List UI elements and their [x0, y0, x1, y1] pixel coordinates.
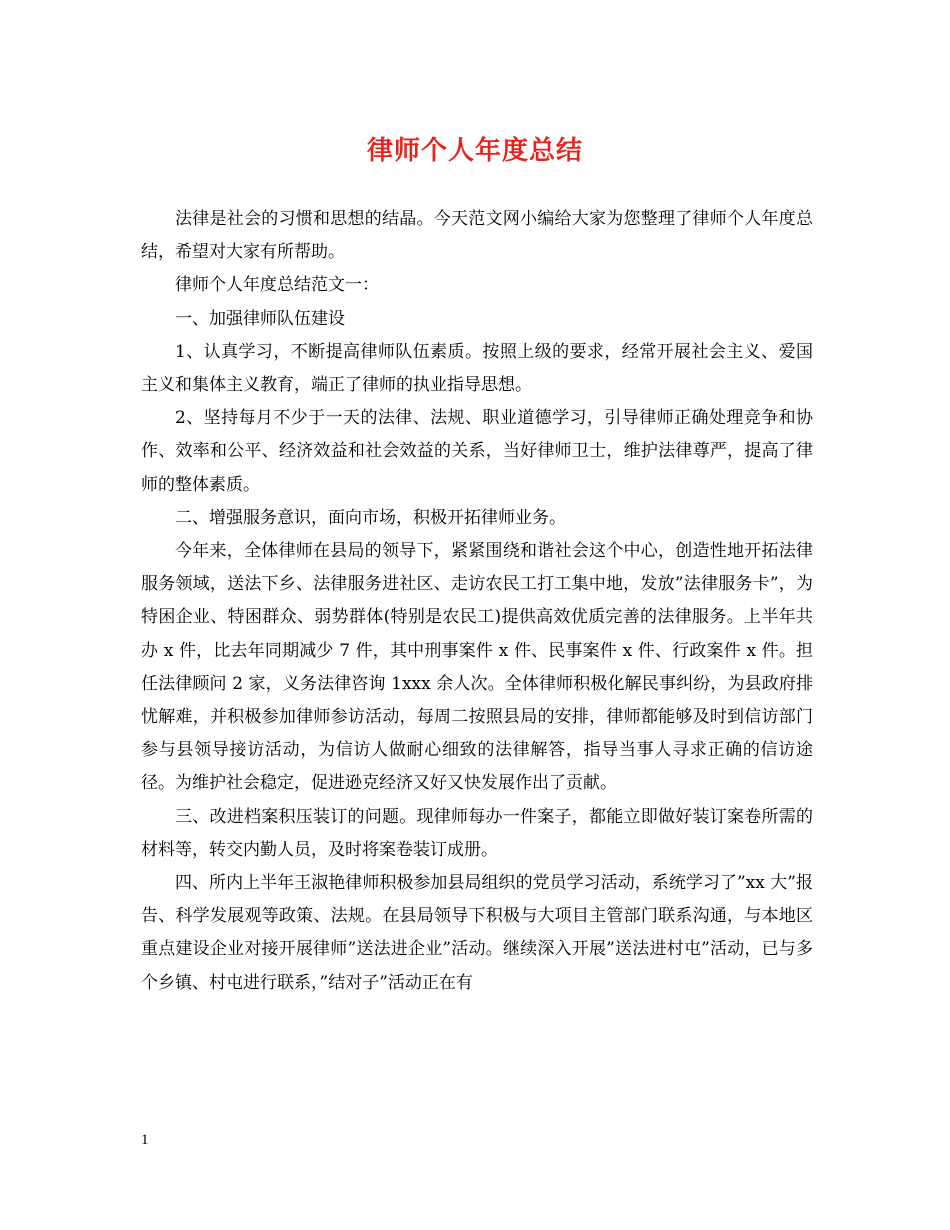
paragraph-sample-heading: 律师个人年度总结范文一：	[175, 275, 379, 296]
paragraph-section-2-body: 今年来，全体律师在县局的领导下，紧紧围绕和谐社会这个中心，创造性地开拓法律服务领域，送法下乡、法律服务进社区、走访农民工打工集中地，发放”法律服务卡”，为特困企业、特困群众、弱势群体(特别是农民工)提供高效优质完善的法律服务。上半年共办 x 件，比去年同期减少 7 件，其中刑事案件 x 件、民事案件 x 件、行政案件 x 件。担任法律顾问 2 家，义务法律咨询 1xxx 余人次。全体律师积极化解民事纠纷，为县政府排忧解难，并积极参加律师参访活动，每周二按照县局的安排，律师都能够及时到信访部门参与县领导接访活动，为信访人做耐心细致的法律解答，指导当事人寻求正确的信访途径。为维护社会稳定，促进逊克经济又好又快发展作出了贡献。	[141, 541, 813, 794]
paragraph-section-3: 三、改进档案积压装订的问题。现律师每办一件案子，都能立即做好装订案卷所需的材料等，转交内勤人员，及时将案卷装订成册。	[141, 806, 813, 860]
document-title: 律师个人年度总结	[366, 136, 583, 166]
paragraph-section-1-item-2: 2、坚持每月不少于一天的法律、法规、职业道德学习，引导律师正确处理竞争和协作、效率和公平、经济效益和社会效益的关系，当好律师卫士，维护法律尊严，提高了律师的整体素质。	[141, 408, 813, 495]
document-body	[141, 203, 813, 1000]
paragraph-section-4: 四、所内上半年王淑艳律师积极参加县局组织的党员学习活动，系统学习了”xx 大”报告、科学发展观等政策、法规。在县局领导下积极与大项目主管部门联系沟通，与本地区重点建设企业对接开展律师”送法进企业”活动。继续深入开展”送法进村屯”活动，已与多个乡镇、村屯进行联系，”结对子”活动正在有	[141, 873, 813, 993]
page-number: 1	[141, 1132, 149, 1148]
paragraph-intro: 法律是社会的习惯和思想的结晶。今天范文网小编给大家为您整理了律师个人年度总结，希望对大家有所帮助。	[141, 209, 813, 263]
paragraph-section-1-item-1: 1、认真学习，不断提高律师队伍素质。按照上级的要求，经常开展社会主义、爱国主义和集体主义教育，端正了律师的执业指导思想。	[141, 341, 813, 396]
paragraph-section-2-heading: 二、增强服务意识，面向市场，积极开拓律师业务。	[175, 507, 566, 528]
paragraph-section-1-heading: 一、加强律师队伍建设	[175, 308, 345, 329]
